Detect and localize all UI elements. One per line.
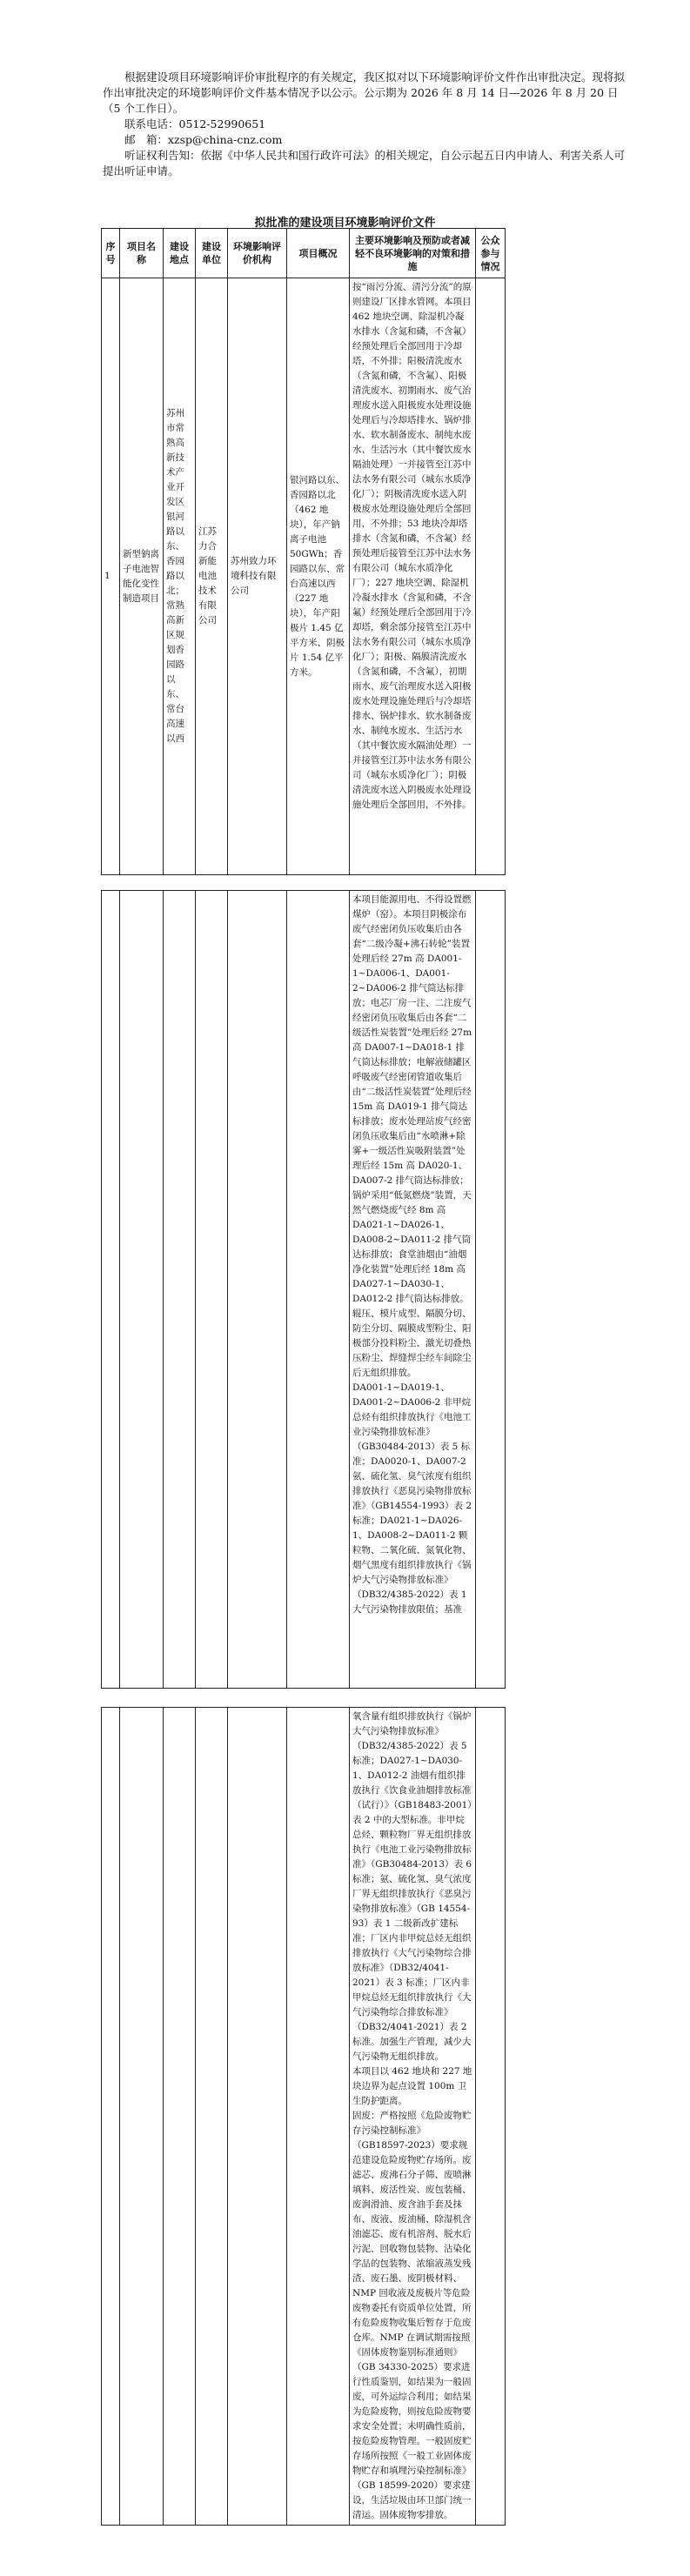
measures-air-treatment: 本项目能源用电、不得设置燃煤炉（窑）。本项目阴极涂布废气经密闭负压收集后由各套“二级冷凝+沸石转轮”装置处理后经 27m 高 DA001-1~DA006-1、DA001-2~DA006-2 排气筒达标排放；电芯厂房一注、二注废气经密闭负压收集后由各套“二级活性炭装置”处理后经 27m 高 DA007-1~DA018-1 排气筒达标排放；电解液储罐区呼吸废气经密闭管道收集后由“二级活性炭装置”处理后经 15m 高 DA019-1 排气筒达标排放；废水处理站废气经密闭负压收集后由“水喷淋+除雾+一级活性炭吸附装置”处理后经 15m 高 DA020-1、DA007-2 排气筒达标排放；锅炉采用“低氮燃烧”装置，天然气燃烧废气经 8m 高 DA021-1~DA026-1、DA008-2~DA011-2 排气筒达标排放；食堂油烟由“油烟净化装置”处理后经 18m 高 DA027-1~DA030-1、DA012-2 排气筒达标排放。辊压、模片成型、隔膜分切、防尘分切、隔膜成型粉尘、阳极部分投料粉尘、激光切叠热压粉尘、焊缝焊尘经车间除尘后无组织排放。 [352, 894, 472, 1378]
header-overview: 项目概况 [287, 229, 350, 278]
measures-emission-standards: 氧含量有组织排放执行《锅炉大气污染物排放标准》（DB32/4385-2022）表 5 标准；DA027-1~DA030-1、DA012-2 油烟有组织排放执行《饮食业油烟排放标准（试行）》（GB18483-2001）表 2 中的大型标准。非甲烷总烃、颗粒物厂界无组织排放执行《电池工业污染物排放标准》（GB30484-2013）表 6 标准；氨、硫化氢、臭气浓度厂界无组织排放执行《恶臭污染物排放标准》（GB 14554-93）表 1 二级新改扩建标准；厂区内非甲烷总烃无组织排放执行《大气污染物综合排放标准》（DB32/4041-2021）表 3 标准；厂区内非甲烷总烃无组织排放执行《大气污染物综合排放标准》（DB32/4041-2021）表 2 标准。加强生产管理，减少大气污染物无组织排放。 [352, 1711, 472, 2062]
header-no: 序号 [102, 229, 120, 278]
cell-measures-air [350, 891, 476, 1689]
cell-public [476, 278, 506, 875]
project-table-continued-2 [101, 1707, 506, 2526]
cell-agency: 苏州致力环境科技有限公司 [228, 278, 287, 875]
notice-paragraph: 根据建设项目环境影响评价审批程序的有关规定，我区拟对以下环境影响评价文件作出审批决定。现将拟作出审批决定的环境影响评价文件基本情况予以公示。公示期为 2026 年 8 月 14 日—2026 年 8 月 20 日（5 个工作日）。 [103, 70, 626, 115]
header-place: 建设地点 [164, 229, 196, 278]
header-unit: 建设单位 [196, 229, 228, 278]
cell-measures-water: 按“雨污分流、清污分流”的原则建设厂区排水管网。本项目 462 地块空调、除湿机冷凝水排水（含氮和磷，不含氟）经预处理后全部回用于冷却塔，不外排；阳极清洗废水（含氮和磷，不含氟）、阳极清洗废水、初期雨水、废气治理废水送入阳极废水处理设施处理后与冷却塔排水、锅炉排水、软水制备废水、制纯水废水、生活污水（其中餐饮废水隔油处理）一并接管至江苏中法水务有限公司（城东水质净化厂）；阴极清洗废水送入阴极废水处理设施处理后全部回用，不外排；53 地块冷却塔排水（含氮和磷，不含氟）经预处理后接管至江苏中法水务有限公司（城东水质净化厂）；227 地块空调、除湿机冷凝水排水（含氮和磷，不含氟）经预处理后全部回用于冷却塔，剩余部分接管至江苏中法水务有限公司（城东水质净化厂）；阳极、隔膜清洗废水（含氮和磷，不含氟），初期雨水、废气治理废水送入阳极废水处理设施处理后与冷却塔排水、锅炉排水、软水制备废水、制纯水废水、生活污水（其中餐饮废水隔油处理）一并接管至江苏中法水务有限公司（城东水质净化厂）；阴极清洗废水送入阴极废水处理设施处理后全部回用，不外排。 [350, 278, 476, 875]
cell-no: 1 [102, 278, 120, 875]
contact-phone: 联系电话：0512-52990651 [124, 117, 266, 130]
table-caption: 拟批准的建设项目环境影响评价文件 [254, 217, 436, 230]
measures-solid-waste: 固废：严格按照《危险废物贮存污染控制标准》（GB18597-2023）要求规范建设危险废物贮存场所。废滤芯、废沸石分子筛、废喷淋填料、废活性炭、废包装桶、废润滑油、废含油手套及抹布、废液、废油桶、除湿机含油滤芯、废有机溶剂、脱水后污泥、回收物包装物、沾染化学品的包装物、浓缩液蒸发残渣、废石墨、废阴极材料、NMP 回收液及废极片等危险废物委托有资质单位处置，所有危险废物收集后暂存于危废仓库。NMP 在调试期需按照《固体废物鉴别标准通则》（GB 34330-2025）要求进行性质鉴别，如结果为一般固废，可外运综合利用；如结果为危险废物，则按危险废物要求安全处置；未明确性质前，按危险废物管理。一般固废贮存场所按照《一般工业固体废物贮存和填埋污染控制标准》（GB 18599-2020）要求建设，生活垃圾由环卫部门统一清运。固体废物零排放。 [352, 2111, 472, 2520]
measures-air-standards: DA001-1~DA019-1、DA001-2~DA006-2 非甲烷总烃有组织排放执行《电池工业污染物排放标准》（GB30484-2013）表 5 标准；DA0020-1、DA007-2 氨、硫化氢、臭气浓度有组织排放执行《恶臭污染物排放标准》（GB14554-1993）表 2 标准；DA021-1~DA026-1、DA008-2~DA011-2 颗粒物、二氧化硫、氮氧化物、烟气黑度有组织排放执行《锅炉大气污染物排放标准》（DB32/4385-2022）表 1 大气污染物排放限值；基准 [352, 1382, 472, 1615]
header-agency: 环境影响评价机构 [228, 229, 287, 278]
contact-email: 邮 箱：xzsp@china-cnz.com [124, 133, 283, 146]
measures-protection-distance: 本项目以 462 地块和 227 地块边界为起点设置 100m 卫生防护距离。 [352, 2066, 472, 2106]
header-name: 项目名称 [120, 229, 164, 278]
cell-unit: 江苏力合新能电池技术有限公司 [196, 278, 228, 875]
notice-intro [103, 70, 633, 179]
project-table-continued [101, 890, 506, 1689]
cell-measures-waste [350, 1708, 476, 2526]
hearing-notice: 听证权利告知：依据《中华人民共和国行政许可法》的相关规定，自公示起五日内申请人、利害关系人可提出听证申请。 [103, 149, 626, 177]
project-table [101, 228, 506, 875]
header-public: 公众参与情况 [476, 229, 506, 278]
header-measures: 主要环境影响及预防或者减轻不良环境影响的对策和措施 [350, 229, 476, 278]
cell-name: 新型钠离子电池智能化变性制造项目 [120, 278, 164, 875]
cell-place: 苏州市常熟高新技术产业开发区银河路以东、香园路以北；常熟高新区规划香园路以东、常台高速以西 [164, 278, 196, 875]
cell-overview: 银河路以东、香园路以北（462 地块），年产钠离子电池 50GWh；香园路以东、常台高速以西（227 地块），年产阳极片 1.45 亿平方米、阴极片 1.54 亿平方米。 [287, 278, 350, 875]
